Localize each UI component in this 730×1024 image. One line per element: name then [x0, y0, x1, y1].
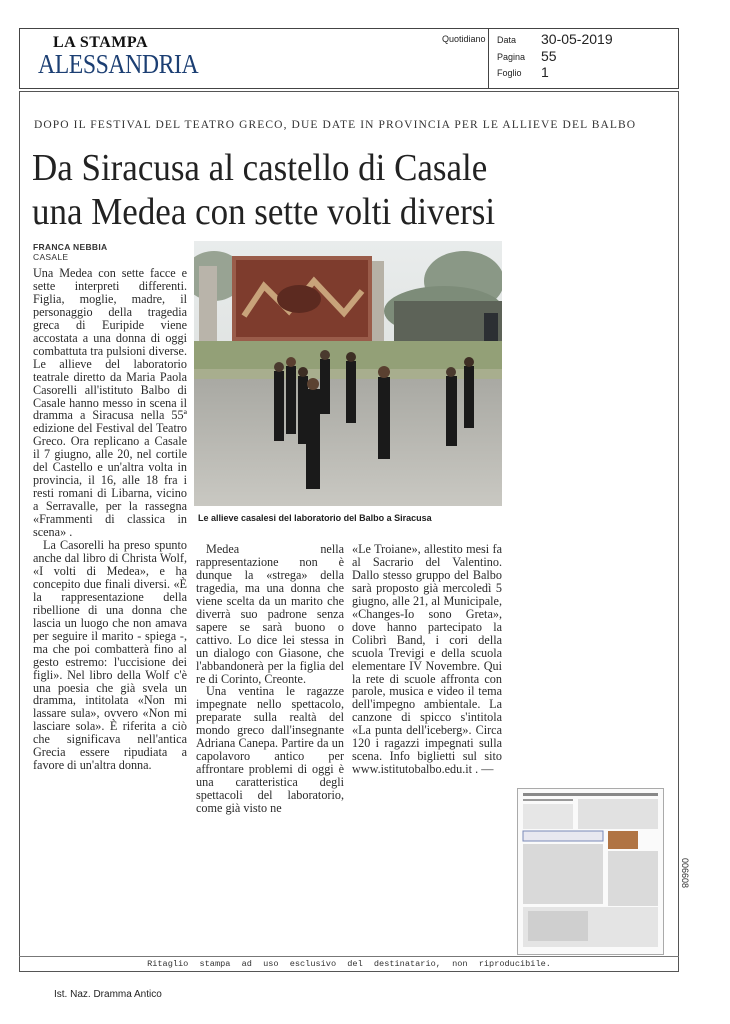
headline-line-1: Da Siracusa al castello di Casale [32, 147, 488, 189]
page-thumbnail [517, 788, 664, 955]
headline-line-2: una Medea con sette volti diversi [32, 191, 496, 233]
newspaper-logo-edition: ALESSANDRIA [38, 49, 199, 79]
paragraph: Una ventina le ragazze impegnate nello spettacolo, preparate sulla realtà del mondo greco dall'insegnante Adriana Canepa. Partire da un capolavoro antico per affrontare problemi di oggi è una caratteristica degli spettacoli del laboratorio, come già visto ne [196, 684, 344, 816]
article-column-2 [196, 543, 344, 815]
meta-key-sheet: Foglio [497, 68, 522, 78]
meta-key-page: Pagina [497, 52, 526, 62]
article-column-3 [352, 543, 502, 776]
article-column-1 [33, 267, 187, 772]
dateline-place: CASALE [33, 252, 69, 262]
meta-value-page: 55 [541, 48, 557, 64]
meta-key-date: Data [497, 35, 517, 45]
paragraph: Una Medea con sette facce e sette interpreti differenti. Figlia, moglie, madre, il personaggio della tragedia greca di Euripide viene accostata a una donna di oggi combattuta tra pulsioni diverse. Le allieve del laboratorio teatrale diretto da Maria Paola Casorelli all'istituto Balbo di Casale hanno messo in scena il dramma a Siracusa nella 55ª edizione del Festival del Teatro Greco. Ora replicano a Casale il 7 giugno, alle 20, nel cortile del Castello e un'altra volta in provincia, il 16, alle 18 fra i resti romani di Libarna, vicino a Serravalle, per la rassegna «Frammenti di classica in scena» . [33, 266, 187, 540]
footer-notice: Ritaglio stampa ad uso esclusivo del destinatario, non riproducibile. [147, 959, 551, 969]
archive-code: 006608 [680, 858, 690, 889]
photo-performers-on-stage [194, 241, 502, 506]
paragraph: La Casorelli ha preso spunto anche dal libro di Christa Wolf, «I volti di Medea», e ha concepito due finali diversi. «È la rappresentazione della ribellione di una donna che lascia un luogo che non amava per seguire il marito - spiega -, ma che poi combatterà fino al gesto estremo: l'uccisione dei figli». Nel libro della Wolf c'è una poesia che già svela un dramma, intitolata «Non mi lassare sula», ovvero «Non mi lasciare sola». È riferita a ciò che significava nell'antica Grecia essere ripudiata a favore di un'altra donna. [33, 538, 187, 773]
publication-type: Quotidiano [442, 34, 486, 44]
paragraph: «Le Troiane», allestito mesi fa al Sacrario del Valentino. Dallo stesso gruppo del Balbo sarà proposto già mercoledì 5 giugno, alle 21, al Municipale, «Changes-Io sono Greta», dove hanno partecipato la Colibrì Band, i cori della scuola Trevigi e della scuola elementare IV Novembre. Qui la rete di scuole affronta con parole, musica e video il tema dell'impegno ambientale. La canzone di spicco s'intitola «La punta dell'iceberg». Circa 120 i ragazzi impegnati sulla scena. Info biglietti sul sito www.istitutobalbo.edu.it . — [352, 542, 502, 777]
byline: FRANCA NEBBIA [33, 242, 108, 252]
article-photo [194, 241, 502, 506]
photo-caption: Le allieve casalesi del laboratorio del Balbo a Siracusa [198, 513, 432, 523]
article-kicker: DOPO IL FESTIVAL DEL TEATRO GRECO, DUE DATE IN PROVINCIA PER LE ALLIEVE DEL BALBO [34, 119, 637, 131]
header-divider [488, 28, 489, 89]
page-thumbnail-drawing [518, 789, 663, 954]
paragraph: Medea nella rappresentazione non è dunque la «strega» della tragedia, ma una donna che viene scelta da un marito che diverrà suo padrone senza sapere se sarà buono o cattivo. Lo dice lei stessa in un dialogo con Giasone, che l'abbandonerà per la figlia del re di Corinto, Creonte. [196, 542, 344, 686]
meta-value-date: 30-05-2019 [541, 31, 613, 47]
meta-value-sheet: 1 [541, 64, 549, 80]
source-label: Ist. Naz. Dramma Antico [54, 989, 162, 1000]
newspaper-logo-top: LA STAMPA [53, 34, 149, 51]
